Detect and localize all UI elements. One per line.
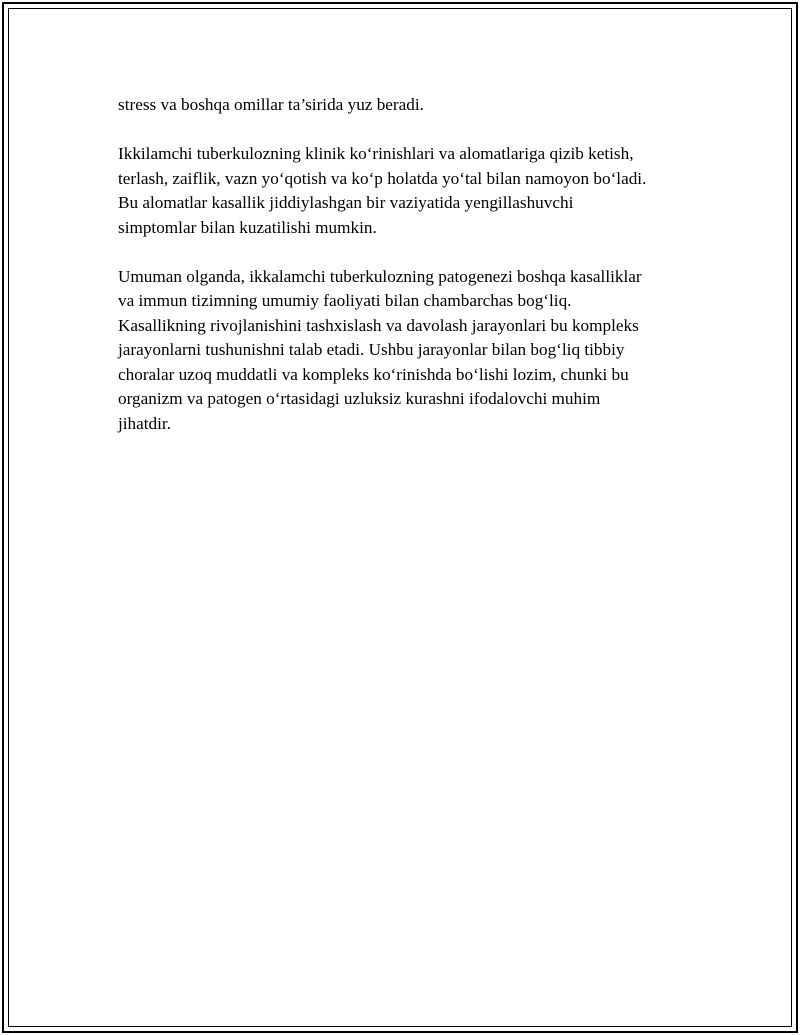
text-line: Ikkilamchi tuberkulozning klinik ko‘rinishlari va alomatlariga qizib ketish, [118, 144, 634, 163]
text-line: stress va boshqa omillar ta’sirida yuz beradi. [118, 95, 424, 114]
text-line: choralar uzoq muddatli va kompleks ko‘rinishda bo‘lishi lozim, chunki bu [118, 364, 629, 384]
paragraph-conclusion [118, 265, 698, 437]
text-line: Bu alomatlar kasallik jiddiylashgan bir vaziyatida yengillashuvchi [118, 193, 574, 212]
text-line: jihatdir. [118, 413, 171, 433]
text-line: terlash, zaiflik, vazn yo‘qotish va ko‘p holatda yo‘tal bilan namoyon bo‘ladi. [118, 168, 647, 188]
text-line: Umuman olganda, ikkalamchi tuberkulozning patogenezi boshqa kasalliklar [118, 266, 642, 286]
paragraph-continuation [118, 93, 698, 118]
text-line: jarayonlarni tushunishni talab etadi. Ushbu jarayonlar bilan bog‘liq tibbiy [118, 340, 625, 359]
paragraph-clinical-signs [118, 142, 698, 240]
text-line: va immun tizimning umumiy faoliyati bilan chambarchas bog‘liq. [118, 291, 572, 310]
text-line: organizm va patogen o‘rtasidagi uzluksiz kurashni ifodalovchi muhim [118, 389, 601, 408]
text-line: simptomlar bilan kuzatilishi mumkin. [118, 217, 377, 237]
document-body [118, 93, 698, 461]
text-line: Kasallikning rivojlanishini tashxislash va davolash jarayonlari bu kompleks [118, 315, 639, 335]
